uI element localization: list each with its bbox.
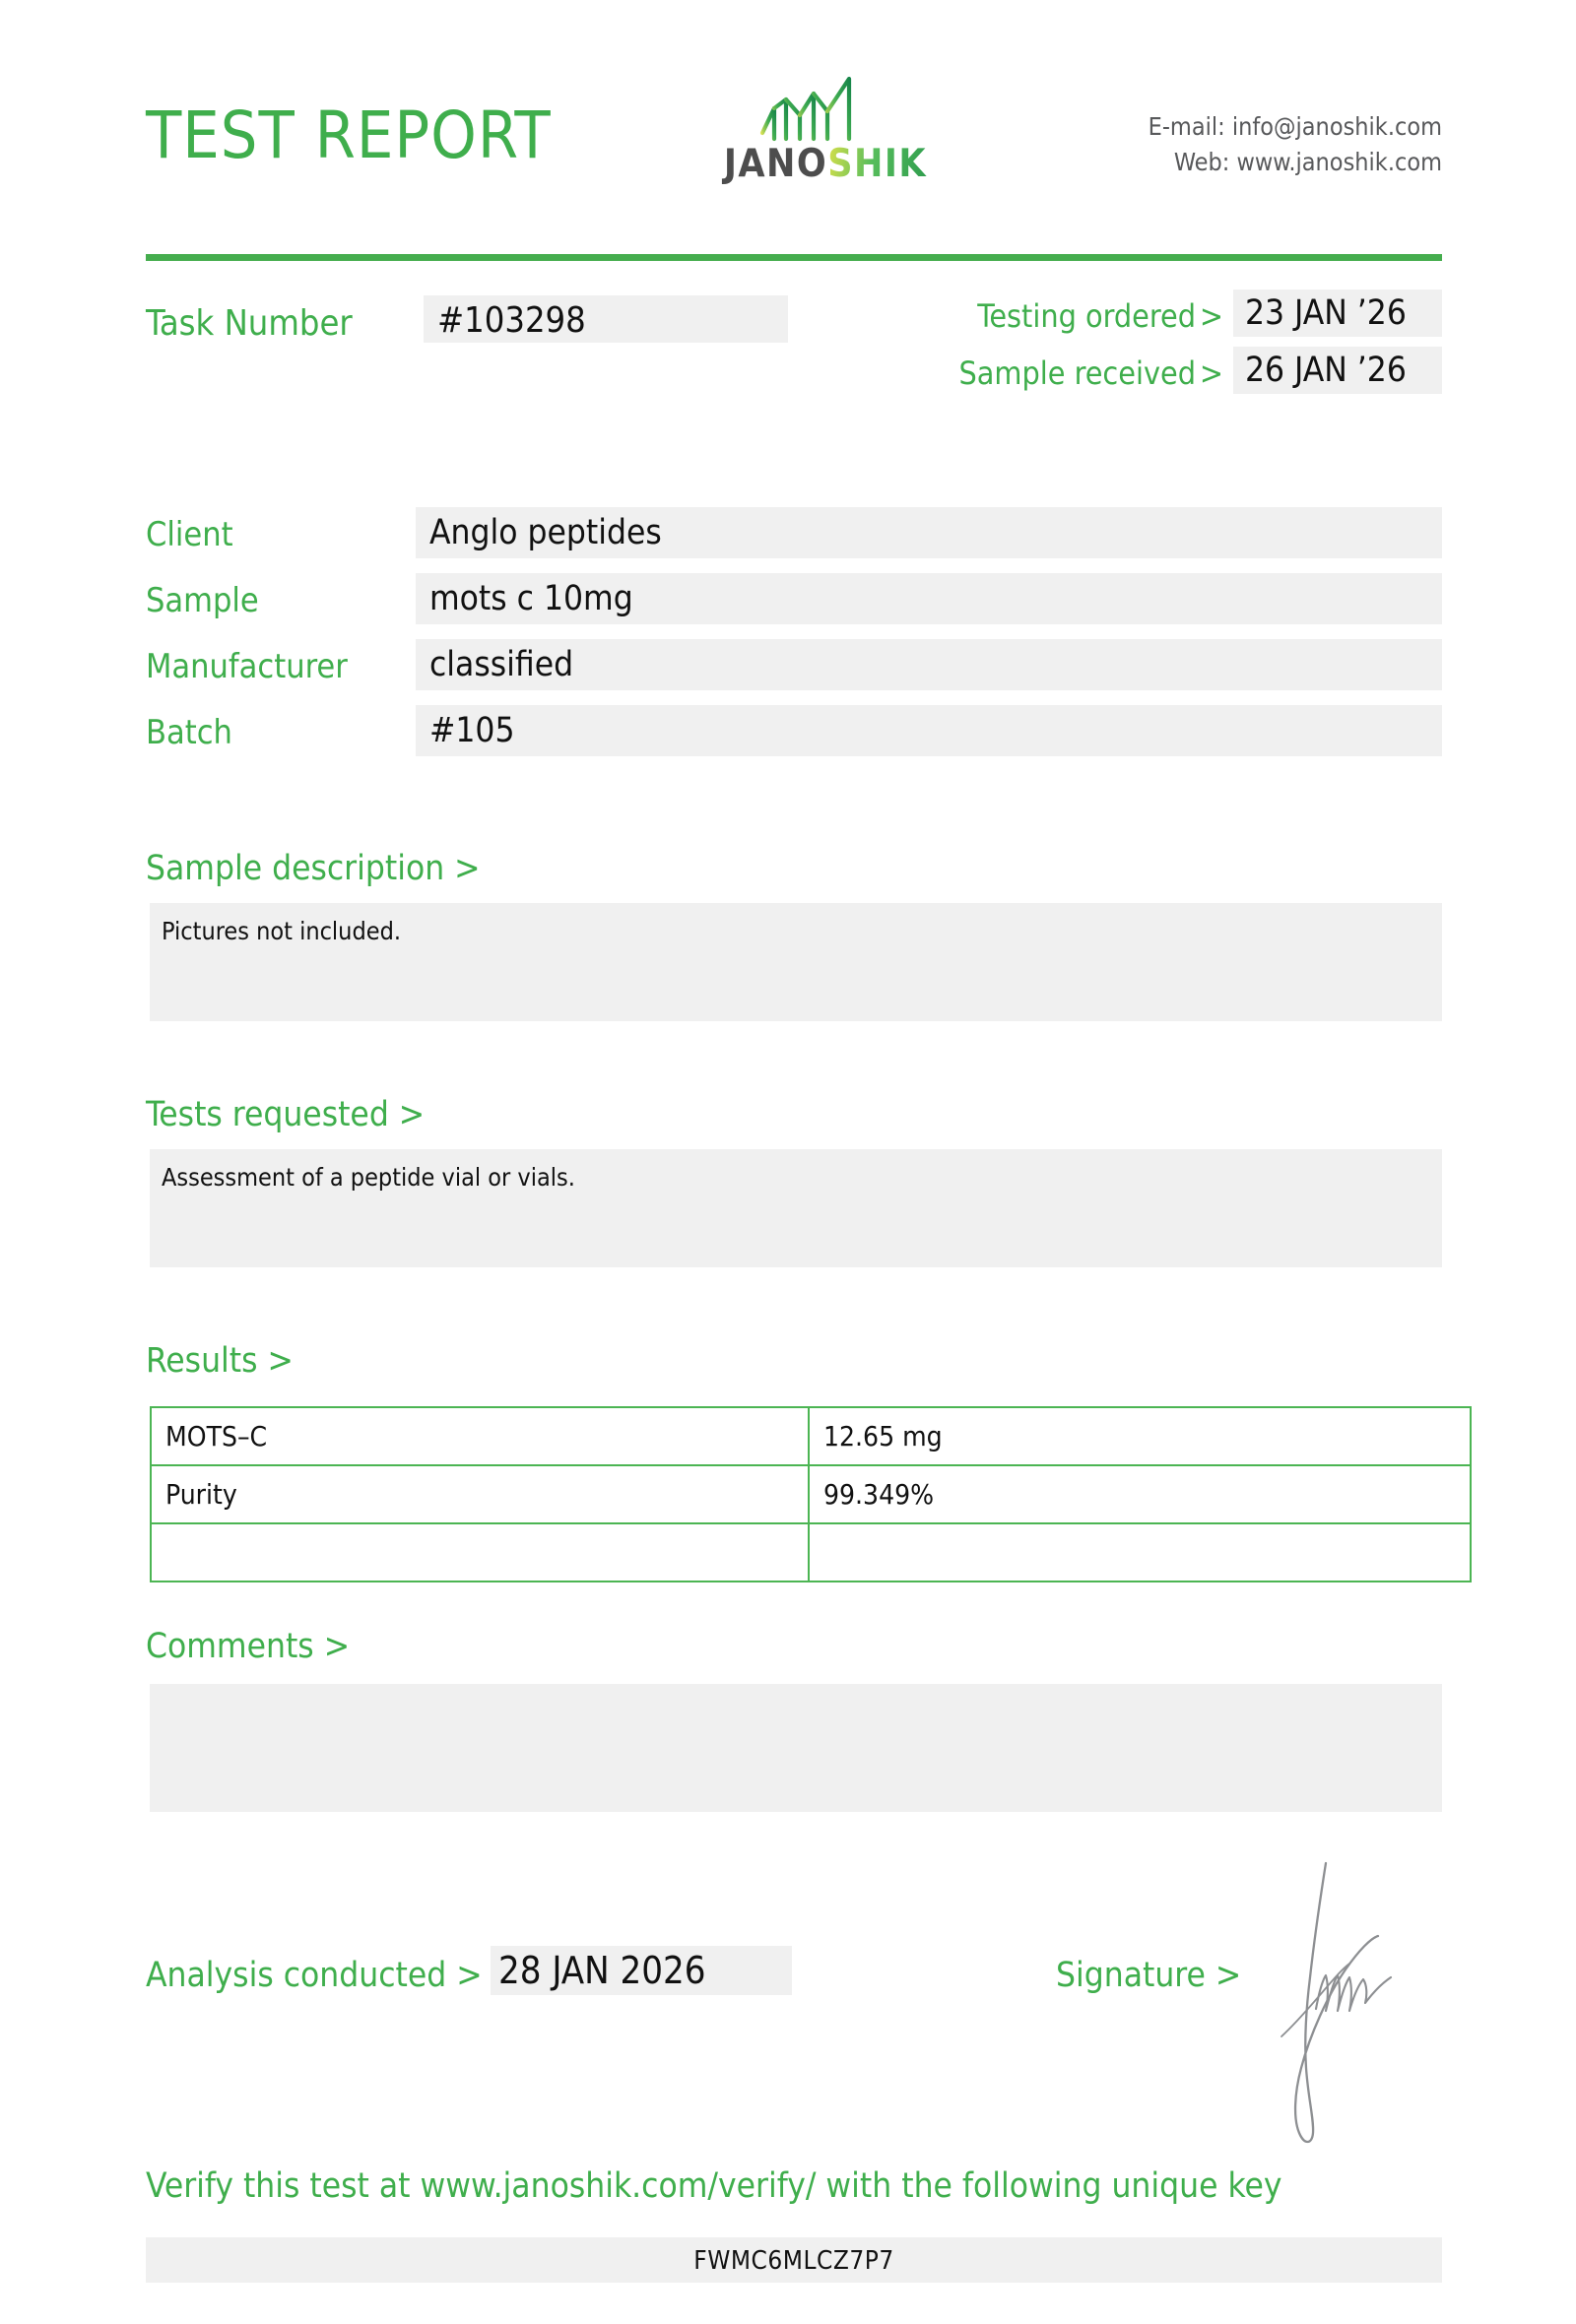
table-row (151, 1407, 1471, 1465)
tests-requested-body: Assessment of a peptide vial or vials. (150, 1149, 1442, 1267)
task-and-dates-row (146, 295, 1442, 414)
web-line: Web: www.janoshik.com (1173, 147, 1442, 176)
email-line: E-mail: info@janoshik.com (1148, 112, 1442, 141)
batch-label: Batch (146, 713, 232, 752)
chevron-right-icon: > (1199, 297, 1223, 335)
manufacturer-label: Manufacturer (146, 647, 348, 686)
result-name (151, 1523, 809, 1582)
brand-wordmark (697, 142, 953, 186)
sample-received-label: Sample received (958, 355, 1196, 392)
sample-description-heading: Sample description > (146, 849, 481, 888)
batch-value: #105 (416, 705, 1442, 756)
date-row-testing-ordered (831, 290, 1442, 347)
result-name: Purity (151, 1465, 809, 1523)
testing-ordered-value: 23 JAN ’26 (1233, 290, 1442, 337)
testing-ordered-label: Testing ordered (977, 297, 1196, 335)
signature-image (1280, 1861, 1468, 2157)
comments-heading: Comments > (146, 1627, 351, 1666)
signature-label: Signature > (1056, 1956, 1242, 1995)
task-number-value: #103298 (424, 295, 788, 343)
contact-info (1149, 109, 1442, 179)
header-divider (146, 254, 1442, 261)
manufacturer-value: classified (416, 639, 1442, 690)
sample-received-value: 26 JAN ’26 (1233, 347, 1442, 394)
analysis-conducted-label: Analysis conducted > (146, 1956, 483, 1995)
page-title: TEST REPORT (146, 97, 552, 173)
result-name: MOTS–C (151, 1407, 809, 1465)
mountain-chart-icon (758, 74, 867, 145)
date-row-sample-received (831, 347, 1442, 404)
task-number-label: Task Number (146, 303, 353, 344)
sample-info-fields (146, 507, 1442, 771)
unique-key-value: FWMC6MLCZ7P7 (146, 2237, 1442, 2283)
sample-value: mots c 10mg (416, 573, 1442, 624)
client-value: Anglo peptides (416, 507, 1442, 558)
analysis-conducted-value: 28 JAN 2026 (491, 1946, 792, 1995)
comments-body (150, 1684, 1442, 1812)
report-header (146, 74, 1442, 222)
brand-wordmark-first: JANO (723, 142, 828, 186)
result-value (809, 1523, 1471, 1582)
field-row-batch (146, 705, 1442, 771)
result-value: 99.349% (809, 1465, 1471, 1523)
client-label: Client (146, 515, 233, 554)
table-row (151, 1465, 1471, 1523)
brand-wordmark-second: SHIK (827, 142, 928, 186)
results-heading: Results > (146, 1341, 294, 1381)
sample-label: Sample (146, 581, 259, 620)
sample-description-body: Pictures not included. (150, 903, 1442, 1021)
table-row (151, 1523, 1471, 1582)
dates-block (831, 290, 1442, 404)
verify-instructions: Verify this test at www.janoshik.com/verify/ with the following unique key (146, 2166, 1282, 2206)
field-row-client (146, 507, 1442, 573)
results-table (150, 1406, 1472, 1582)
field-row-sample (146, 573, 1442, 639)
tests-requested-heading: Tests requested > (146, 1095, 426, 1134)
janoshik-logo (697, 74, 953, 212)
field-row-manufacturer (146, 639, 1442, 705)
result-value: 12.65 mg (809, 1407, 1471, 1465)
chevron-right-icon: > (1199, 355, 1223, 392)
